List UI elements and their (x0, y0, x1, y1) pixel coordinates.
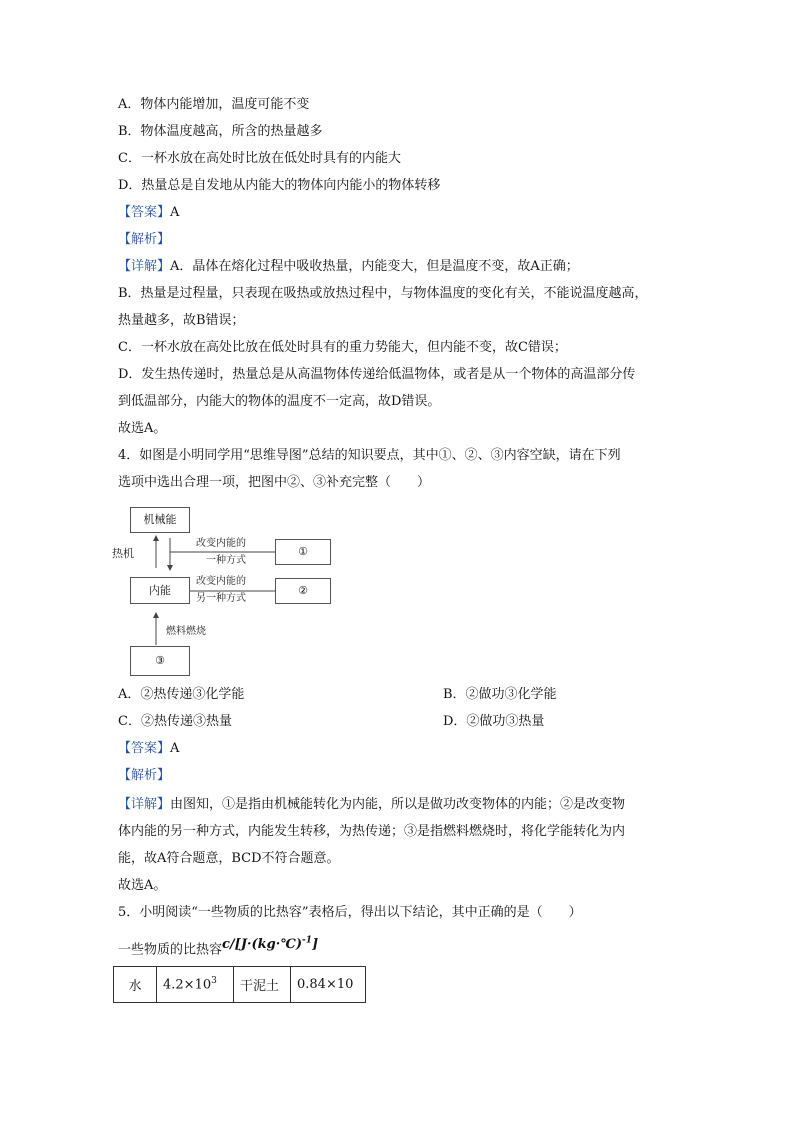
label-way1-line1: 改变内能的 (196, 538, 246, 549)
detail-label: 【详解】 (118, 259, 171, 274)
detail-label: 【详解】 (118, 797, 171, 812)
cell-water: 水 (114, 967, 157, 1003)
q3-detail-line-3: 热量越多，故B错误； (118, 313, 245, 328)
q4-detail-line-1 (118, 797, 625, 813)
q3-conclusion: 故选A。 (118, 421, 167, 436)
q4-detail-line-3: 能，故A符合题意，BCD不符合题意。 (118, 851, 340, 866)
box-internal-energy: 内能 (130, 577, 190, 604)
table-caption (118, 938, 318, 958)
q3-detail-line-4: C．一杯水放在高处比放在低处时具有的重力势能大，但内能不变，故C错误； (118, 340, 567, 355)
q3-detail-line-2: B．热量是过程量，只表现在吸热或放热过程中，与物体温度的变化有关，不能说温度越高， (118, 286, 648, 301)
q3-option-c: C．一杯水放在高处时比放在低处时具有的内能大 (118, 151, 401, 166)
cell-dry-soil: 干泥土 (234, 967, 291, 1003)
answer-value: A (170, 205, 180, 220)
water-value-exp: 3 (211, 976, 217, 987)
label-fuel-burning: 燃料燃烧 (166, 626, 206, 637)
q4-conclusion: 故选A。 (118, 878, 167, 893)
q3-option-a: A．物体内能增加，温度可能不变 (118, 97, 310, 112)
caption-text: 一些物质的比热容 (118, 942, 223, 958)
q3-answer (118, 205, 179, 221)
q4-option-a: A．②热传递③化学能 (118, 687, 245, 702)
q4-detail-line-2: 体内能的另一种方式，内能发生转移，为热传递；③是指燃料燃烧时，将化学能转化为内 (118, 824, 626, 839)
q4-option-c: C．②热传递③热量 (118, 714, 232, 729)
unit-close: ] (312, 937, 319, 953)
unit-text: c/[J·(kg·℃) (222, 937, 303, 953)
answer-label: 【答案】 (118, 205, 171, 220)
label-heat-engine: 热机 (112, 547, 134, 560)
q3-option-b: B．物体温度越高，所含的热量越多 (118, 124, 323, 139)
box-blank-2: ② (275, 578, 331, 604)
water-value-base: 4.2×10 (163, 977, 212, 993)
mind-map-diagram (110, 500, 350, 685)
box-blank-3: ③ (130, 646, 190, 676)
box-blank-1: ① (275, 539, 331, 565)
cell-water-value (157, 967, 234, 1003)
q3-detail-line-1 (118, 259, 579, 275)
label-way1-line2: 一种方式 (206, 555, 246, 566)
detail-text: 由图知，①是指由机械能转化为内能，所以是做功改变物体的内能；②是改变物 (170, 797, 626, 812)
q4-stem-line-1: 4．如图是小明同学用“思维导图”总结的知识要点，其中①、②、③内容空缺，请在下列 (118, 448, 621, 463)
caption-unit (222, 937, 318, 952)
specific-heat-table (113, 966, 366, 1003)
answer-label: 【答案】 (118, 741, 171, 756)
unit-exponent: -1 (302, 936, 313, 946)
table-row (114, 967, 366, 1003)
q4-option-b: B．②做功③化学能 (443, 687, 557, 702)
cell-dry-soil-value: 0.84×10 (291, 967, 366, 1003)
detail-text: A．晶体在熔化过程中吸收热量，内能变大，但是温度不变，故A正确； (170, 259, 579, 274)
q4-analysis-label: 【解析】 (118, 768, 171, 783)
q3-option-d: D．热量总是自发地从内能大的物体向内能小的物体转移 (118, 178, 441, 193)
q4-stem-line-2: 选项中选出合理一项，把图中②、③补充完整（ ） (118, 475, 431, 490)
box-mechanical-energy: 机械能 (130, 507, 190, 533)
q4-option-d: D．②做功③热量 (443, 714, 545, 729)
q3-detail-line-6: 到低温部分，内能大的物体的温度不一定高，故D错误。 (118, 394, 441, 409)
q3-analysis-label: 【解析】 (118, 232, 171, 247)
answer-value: A (170, 741, 180, 756)
label-way2-line2: 另一种方式 (196, 593, 246, 604)
label-way2-line1: 改变内能的 (196, 576, 246, 587)
q4-answer (118, 741, 179, 757)
q3-detail-line-5: D．发生热传递时，热量总是从高温物体传递给低温物体，或者是从一个物体的高温部分传 (118, 367, 636, 382)
q5-stem: 5．小明阅读“一些物质的比热容”表格后，得出以下结论，其中正确的是（ ） (118, 905, 582, 920)
